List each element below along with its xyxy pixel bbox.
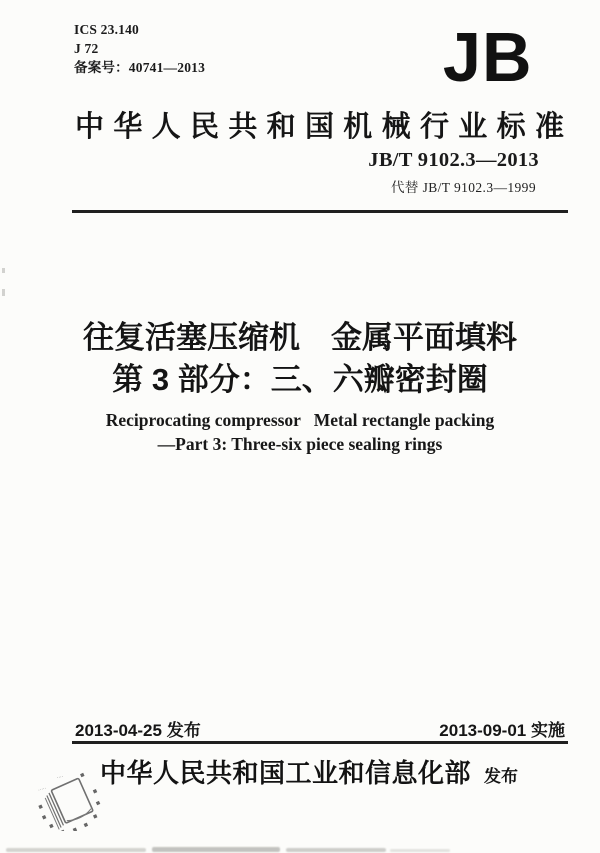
issue-date-value: 2013-04-25 [75, 721, 162, 740]
classification-block [74, 20, 205, 77]
publisher-action-label: 发布 [484, 767, 518, 786]
implementation-date [439, 716, 565, 741]
record-number: 备案号：40741—2013 [74, 60, 206, 75]
title-cn-line2: 第 3 部分：三、六瓣密封圈 [112, 362, 488, 397]
title-en-line2: —Part 3: Three-six piece sealing rings [157, 434, 443, 454]
issue-date [75, 716, 201, 741]
tilted-booklet-seal-icon [37, 769, 101, 831]
standard-type-title: 中 华 人 民 共 和 国 机 械 行 业 标 准 [75, 111, 564, 143]
svg-text:·····: ····· [37, 785, 48, 794]
svg-text:····: ···· [56, 773, 64, 781]
ics-code: ICS 23.140 [74, 22, 140, 37]
bottom-divider-rule [72, 741, 568, 744]
replaces-note: 代替 JB/T 9102.3—1999 [391, 180, 536, 195]
issue-date-label: 发布 [166, 721, 201, 740]
top-divider-rule [72, 210, 568, 213]
dates-row [75, 716, 565, 741]
impl-date-value: 2013-09-01 [439, 721, 527, 740]
publisher-name: 中华人民共和国工业和信息化部 [99, 758, 471, 788]
title-en-line1: Reciprocating compressor Metal rectangle packing [105, 410, 495, 430]
title-cn-line1: 往复活塞压缩机 金属平面填料 [83, 320, 517, 355]
doc-class-code: J 72 [74, 41, 99, 56]
impl-date-label: 实施 [531, 721, 565, 740]
standard-number: JB/T 9102.3—2013 [368, 149, 539, 171]
jb-logo: JB [442, 18, 532, 96]
